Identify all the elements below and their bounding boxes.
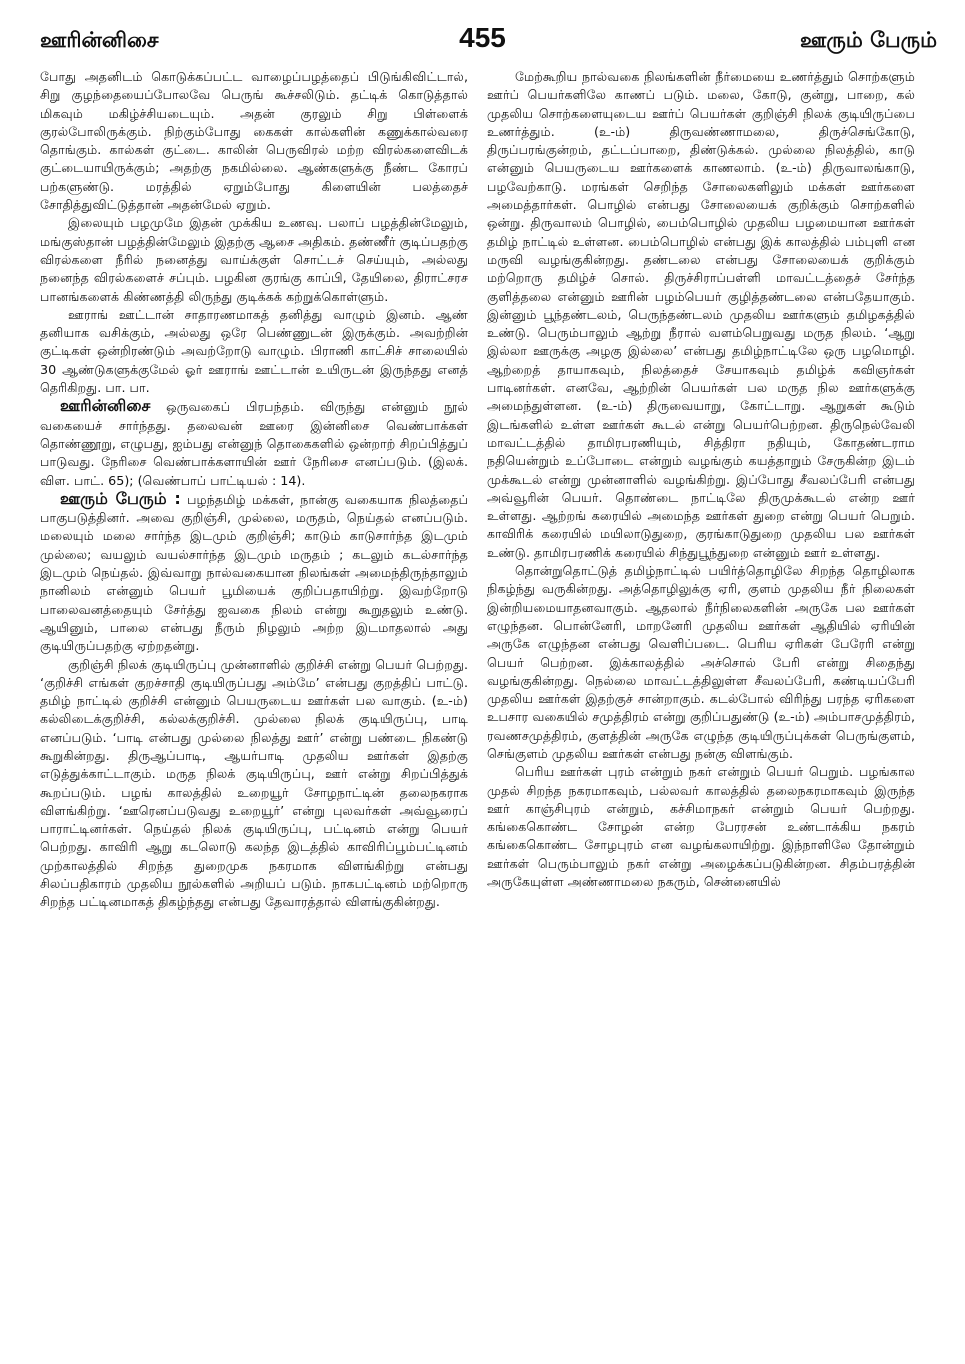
- page-number: 455: [459, 22, 506, 53]
- entry-headword: ஊரின்னிசை: [60, 396, 151, 416]
- paragraph: குறிஞ்சி நிலக் குடியிருப்பு முன்னாளில் குறிச்சி என்று பெயர் பெற்றது. ‘குறிச்சி எங்கள் குறச்சாதி குடியிருப்பது அம்மே’ என்பது குறத்திப் பாட்டு. தமிழ் நாட்டில் குறிச்சி என்னும் பெயருடைய ஊர்கள் பல வாகும். (உ-ம்) கல்லிடைக்குறிச்சி, கல்லக்குறிச்சி. முல்லை நிலக் குடியிருப்பு, பாடி எனப்படும். ‘பாடி என்பது முல்லை நிலத்து ஊர்’ என்று பண்டை நிகண்டு கூறுகின்றது. திருஆப்பாடி, ஆயர்பாடி முதலிய ஊர்கள் இதற்கு எடுத்துக்காட்டாகும். மருத நிலக் குடியிருப்பு, ஊர் என்று சிறப்பித்துக் கூறப்படும். பழங் காலத்தில் உறையூர் சோழநாட்டின் தலைநகராக விளங்கிற்று. ‘ஊரெனப்படுவது உறையூர்’ என்று புலவர்கள் அவ்வூரைப் பாராட்டினர்கள். நெய்தல் நிலக் குடியிருப்பு, பட்டினம் என்று பெயர் பெற்றது. காவிரி ஆறு கடலொடு கலந்த இடத்தில் காவிரிப்பூம்பட்டினம் முற்காலத்தில் சிறந்த துறைமுக நகரமாக விளங்கிற்று என்பது சிலப்பதிகாரம் முதலிய நூல்களில் அறியப் படும். நாகபட்டினம் மற்றொரு சிறந்த பட்டினமாகத் திகழ்ந்தது என்பது தேவாரத்தால் விளங்குகின்றது.: [40, 656, 468, 910]
- left-column: [40, 68, 468, 912]
- paragraph: பெரிய ஊர்கள் புரம் என்றும் நகர் என்றும் பெயர் பெறும். பழங்கால முதல் சிறந்த நகரமாகவும், பல்லவர் காலத்தில் தலைநகரமாகவும் இருந்த ஊர் காஞ்சிபுரம் என்றும், கச்சிமாநகர் என்றும் பெயர் பெற்றது. கங்கைகொண்ட சோழன் என்ற பேரரசன் உண்டாக்கிய நகரம் கங்கைகொண்ட சோழபுரம் என வழங்கலாயிற்று. இந்நாளிலே தோன்றும் ஊர்கள் பெரும்பாலும் நகர் என்று அழைக்கப்படுகின்றன. சிதம்பரத்தின் அருகேயுள்ள அண்ணாமலை நகரும், சென்னையில்: [487, 764, 915, 890]
- right-column: [487, 68, 915, 891]
- running-head-left: ஊரின்னிசை: [40, 28, 159, 52]
- entry-oorinnisai: [40, 397, 468, 489]
- page-header: [0, 0, 965, 53]
- paragraph: தொன்றுதொட்டுத் தமிழ்நாட்டில் பயிர்த்தொழிலே சிறந்த தொழிலாக நிகழ்ந்து வருகின்றது. அத்தொழிலுக்கு ஏரி, குளம் முதலிய நீர் நிலைகள் இன்றியமையாதனவாகும். ஆதலால் நீர்நிலைகளின் அருகே பல ஊர்கள் எழுந்தன. பொன்னேரி, மாறனேரி முதலிய ஊர்கள் ஆதியில் ஏரியின் அருகே எழுந்தன என்பது வெளிப்படை. பெரிய ஏரிகள் பேரேரி என்று பெயர் பெற்றன. இக்காலத்தில் அச்சொல் பேரி என்று சிதைந்து வழங்குகின்றது. நெல்லை மாவட்டத்திலுள்ள சீவலப்பேரி, கண்டியப்பேரி முதலிய ஊர்கள் இதற்குச் சான்றாகும். கடல்போல் விரிந்து பரந்த ஏரிகளை உபசார வகையில் சமுத்திரம் என்று குறிப்பதுண்டு (உ-ம்) அம்பாசமுத்திரம், ரவணசமுத்திரம், குளத்தின் அருகே எழுந்த குடியிருப்புக்கள் பெருங்குளம், செங்குளம் முதலிய ஊர்கள் என்பது நன்கு விளங்கும்.: [487, 563, 915, 761]
- paragraph: இலையும் பழமுமே இதன் முக்கிய உணவு. பலாப் பழத்தின்மேலும், மங்குஸ்தான் பழத்தின்மேலும் இதற்கு ஆசை அதிகம். தண்ணீர் குடிப்பதற்கு விரல்களை நீரில் நனைத்து வாய்க்குள் சொட்டச் செய்யும், அல்லது நனைந்த விரல்களைச் சப்பும். பழகின குரங்கு காப்பி, தேயிலை, திராட்சரச பானங்களைக் கிண்ணத்தி லிருந்து குடிக்கக் கற்றுக்கொள்ளும்.: [40, 215, 468, 304]
- paragraph: மேற்கூறிய நால்வகை நிலங்களின் நீர்மையை உணர்த்தும் சொற்களும் ஊர்ப் பெயர்களிலே காணப் படும். மலை, கோடு, குன்று, பாறை, கல் முதலிய சொற்களையுடைய ஊர்ப் பெயர்கள் குறிஞ்சி நிலக் குடியிருப்பை உணர்த்தும். (உ-ம்) திருவண்ணாமலை, திருச்செங்கோடு, திருப்பரங்குன்றம், தட்டப்பாறை, திண்டுக்கல். முல்லை நிலத்தில், காடு என்னும் பெயருடைய ஊர்களைக் காணலாம். (உ-ம்) திருவாலங்காடு, பழவேற்காடு. மரங்கள் செறிந்த சோலைகளிலும் மக்கள் ஊர்களை அமைத்தார்கள். பொழில் என்பது சோலையைக் குறிக்கும் சொற்களில் ஒன்று. திருவாலம் பொழில், பைம்பொழில் முதலிய பழமையான ஊர்கள் தமிழ் நாட்டில் உள்ளன. பைம்பொழில் என்பது இக் காலத்தில் பம்புளி என மருவி வழங்குகின்றது. தண்டலை என்பது சோலையைக் குறிக்கும் மற்றொரு தமிழ்ச் சொல். திருச்சிராப்பள்ளி மாவட்டத்தைச் சேர்ந்த குளித்தலை என்னும் ஊரின் பழம்பெயர் குழித்தண்டலை என்பதேயாகும். இன்னும் பூந்தண்டலம், பெருந்தண்டலம் முதலிய ஊர்களும் தமிழகத்தில் உண்டு. பெரும்பாலும் ஆற்று நீரால் வளம்பெறுவது மருத நிலம். ‘ஆறு இல்லா ஊருக்கு அழகு இல்லை’ என்பது தமிழ்நாட்டிலே ஒரு பழமொழி. ஆற்றைத் தாயாகவும், நிலத்தைச் சேயாகவும் தமிழ்க் கவிஞர்கள் பாடினர்கள். எனவே, ஆற்றின் பெயர்கள் பல மருத நில ஊர்களுக்கு அமைந்துள்ளன. (உ-ம்) திருவையாறு, கோட்டாறு. ஆறுகள் கூடும் இடங்களில் உள்ள ஊர்கள் கூடல் என்று பெயர்பெற்றன. திருநெல்வேலி மாவட்டத்தில் தாமிரபரணியும், சித்திரா நதியும், கோதண்டராம நதியென்றும் உப்போடை என்றும் வழங்கும் கயத்தாறும் சேருகின்ற இடம் முக்கூடல் என்று முன்னாளில் வழங்கிற்று. இப்போது சீவலப்பேரி என்பது அவ்வூரின் பெயர். தொண்டை நாட்டிலே திருமுக்கூடல் என்ற ஊர் உள்ளது. ஆற்றங் கரையில் அமைந்த ஊர்கள் துறை என்று பெயர் பெறும். காவிரிக் கரையில் மயிலாடுதுறை, குரங்காடுதுறை முதலிய பல ஊர்கள் உண்டு. தாமிரபரணிக் கரையில் சிந்துபூந்துறை என்னும் ஊர் உள்ளது.: [487, 69, 915, 560]
- entry-headword: ஊரும் பேரும் :: [60, 488, 181, 508]
- entry-text: பழந்தமிழ் மக்கள், நான்கு வகையாக நிலத்தைப் பாகுபடுத்தினர். அவை குறிஞ்சி, முல்லை, மருதம், நெய்தல் எனப்படும். மலையும் மலை சார்ந்த இடமும் குறிஞ்சி; காடும் காடுசார்ந்த இடமும் முல்லை; வயலும் வயல்சார்ந்த இடமும் மருதம் ; கடலும் கடல்சார்ந்த இடமும் நெய்தல். இவ்வாறு நால்வகையான நிலங்கள் அமைந்திருந்தாலும் நானிலம் என்னும் பெயர் பூமியைக் குறிப்பதாயிற்று. இவற்றோடு பாலைவனத்தையும் சேர்த்து ஐவகை நிலம் என்று கூறுதலும் உண்டு. ஆயினும், பாலை என்பது நீரும் நிழலும் அற்ற இடமாதலால் அது குடியிருப்பதற்கு ஏற்றதன்று.: [40, 491, 469, 654]
- running-head-right: ஊரும் பேரும்: [799, 28, 937, 52]
- paragraph: ஊராங் ஊட்டான் சாதாரணமாகத் தனித்து வாழும் இனம். ஆண் தனியாக வசிக்கும், அல்லது ஒரே பெண்ணுடன் இருக்கும். அவற்றின் குட்டிகள் ஒன்றிரண்டும் அவற்றோடு வாழும். பிராணி காட்சிச் சாலையில் 30 ஆண்டுகளுக்குமேல் ஓர் ஊராங் ஊட்டான் உயிருடன் இருந்தது எனத் தெரிகிறது. பா. பா.: [40, 306, 468, 396]
- entry-oorum-perum: [40, 490, 468, 656]
- paragraph: போது அதனிடம் கொடுக்கப்பட்ட வாழைப்பழத்தைப் பிடுங்கிவிட்டால், சிறு குழந்தையைப்போலவே பெருங் கூச்சலிடும். தட்டிக் கொடுத்தால் மிகவும் மகிழ்ச்சியடையும். அதன் குரலும் சிறு பிள்ளைக் குரல்போலிருக்கும். நிற்கும்போது கைகள் கால்களின் கணுக்கால்வரை தொங்கும். கால்கள் குட்டை. காலின் பெருவிரல் மற்ற விரல்களைவிடக் குட்டையாயிருக்கும்; அதற்கு நகமில்லை. ஆண்களுக்கு நீண்ட கோரப் பற்களுண்டு. மரத்தில் ஏறும்போது கிளையின் பலத்தைச் சோதித்துவிட்டுத்தான் அதன்மேல் ஏறும்.: [40, 69, 468, 213]
- entry-text: ஒருவகைப் பிரபந்தம். விருந்து என்னும் நூல் வகையைச் சார்ந்தது. தலைவன் ஊரை இன்னிசை வெண்பாக்கள் தொண்ணூறு, எழுபது, ஐம்பது என்னுந் தொகைகளில் ஒன்றாற் சிறப்பித்துப் பாடுவது. நேரிசை வெண்பாக்களாயின் ஊர் நேரிசை எனப்படும். (இலக். விள. பாட். 65); (வெண்பாப் பாட்டியல் : 14).: [40, 399, 468, 488]
